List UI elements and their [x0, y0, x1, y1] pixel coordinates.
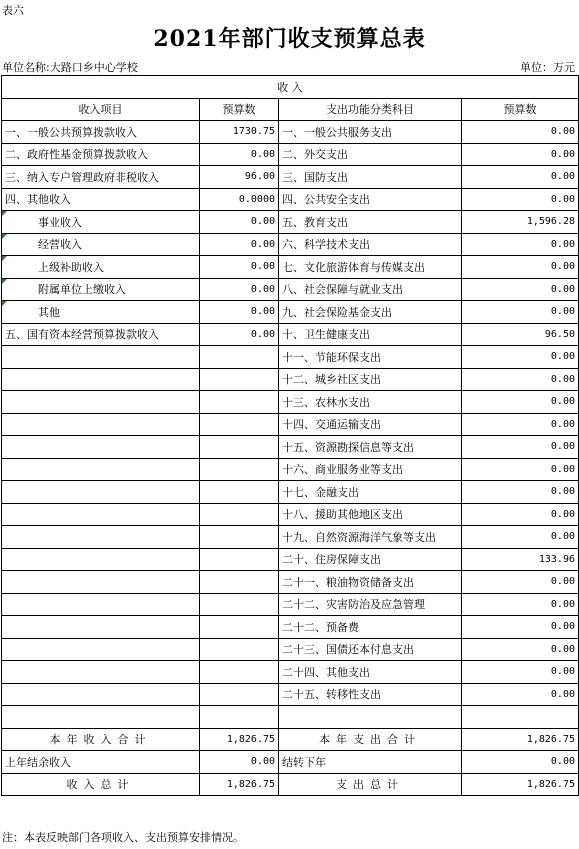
income-item — [2, 503, 200, 526]
income-amount — [200, 638, 279, 661]
income-item — [2, 436, 200, 459]
expense-amount: 0.00 — [462, 233, 579, 256]
income-item — [2, 346, 200, 369]
income-amount: 0.00 — [200, 233, 279, 256]
table-row — [2, 593, 579, 616]
income-item — [2, 391, 200, 414]
expense-item: 二十三、国债还本付息支出 — [279, 638, 462, 661]
income-item: 二、政府性基金预算拨款收入 — [2, 143, 200, 166]
income-item — [2, 661, 200, 684]
table-row — [2, 368, 579, 391]
header-expense-amount: 预算数 — [462, 98, 579, 121]
expense-amount: 0.00 — [462, 616, 579, 639]
income-amount: 0.00 — [200, 278, 279, 301]
income-amount: 0.00 — [200, 211, 279, 234]
expense-item: 三、国防支出 — [279, 166, 462, 189]
expense-item: 十七、金融支出 — [279, 481, 462, 504]
table-row — [2, 571, 579, 594]
income-amount — [200, 706, 279, 729]
expense-amount — [462, 706, 579, 729]
income-item — [2, 706, 200, 729]
expense-item: 二十二、预备费 — [279, 616, 462, 639]
income-item — [2, 413, 200, 436]
table-row — [2, 256, 579, 279]
table-row — [2, 301, 579, 324]
table-row — [2, 481, 579, 504]
table-row — [2, 211, 579, 234]
table-header-group-row — [2, 76, 579, 99]
income-item — [2, 638, 200, 661]
table-row — [2, 683, 579, 706]
table-row — [2, 143, 579, 166]
income-amount: 0.00 — [200, 301, 279, 324]
expense-item: 五、教育支出 — [279, 211, 462, 234]
table-number: 表六 — [2, 4, 24, 17]
expense-item: 十二、城乡社区支出 — [279, 368, 462, 391]
expense-item: 十一、节能环保支出 — [279, 346, 462, 369]
expense-amount: 0.00 — [462, 301, 579, 324]
table-row — [2, 706, 579, 729]
table-header-row — [2, 98, 579, 121]
expense-item: 十八、援助其他地区支出 — [279, 503, 462, 526]
expense-amount: 0.00 — [462, 143, 579, 166]
expense-item: 结转下年 — [279, 751, 462, 774]
table-row — [2, 323, 579, 346]
expense-amount: 0.00 — [462, 188, 579, 211]
expense-item: 十九、自然资源海洋气象等支出 — [279, 526, 462, 549]
expense-item: 二十四、其他支出 — [279, 661, 462, 684]
income-amount — [200, 683, 279, 706]
expense-amount: 0.00 — [462, 256, 579, 279]
unit-label: 单位：万元 — [520, 61, 575, 74]
income-item — [2, 481, 200, 504]
expense-amount: 0.00 — [462, 391, 579, 414]
income-amount — [200, 503, 279, 526]
header-expense-item: 支出功能分类科目 — [279, 98, 462, 121]
table-row — [2, 391, 579, 414]
income-item: 其他 — [2, 301, 200, 324]
income-amount — [200, 616, 279, 639]
summary-row — [2, 751, 579, 774]
table-row — [2, 458, 579, 481]
table-row — [2, 413, 579, 436]
header-income-amount: 预算数 — [200, 98, 279, 121]
expense-amount: 0.00 — [462, 413, 579, 436]
expense-item: 八、社会保障与就业支出 — [279, 278, 462, 301]
income-amount: 0.00 — [200, 143, 279, 166]
table-row — [2, 503, 579, 526]
income-amount: 0.0000 — [200, 188, 279, 211]
expense-amount: 0.00 — [462, 503, 579, 526]
expense-amount: 1,596.28 — [462, 211, 579, 234]
income-item — [2, 368, 200, 391]
income-amount — [200, 368, 279, 391]
income-amount: 1,826.75 — [200, 773, 279, 796]
income-item: 附属单位上缴收入 — [2, 278, 200, 301]
expense-amount: 0.00 — [462, 751, 579, 774]
expense-item: 六、科学技术支出 — [279, 233, 462, 256]
income-amount — [200, 436, 279, 459]
expense-amount: 0.00 — [462, 683, 579, 706]
expense-item: 十三、农林水支出 — [279, 391, 462, 414]
income-amount — [200, 391, 279, 414]
table-row — [2, 616, 579, 639]
expense-item: 十五、资源勘探信息等支出 — [279, 436, 462, 459]
expense-item: 本年支出合计 — [279, 728, 462, 751]
summary-row — [2, 773, 579, 796]
income-item — [2, 683, 200, 706]
expense-item: 九、社会保险基金支出 — [279, 301, 462, 324]
budget-table-body — [2, 76, 579, 796]
expense-amount: 0.00 — [462, 571, 579, 594]
page-title: 2021年部门收支预算总表 — [153, 26, 426, 52]
summary-row — [2, 728, 579, 751]
income-amount: 96.00 — [200, 166, 279, 189]
expense-item: 支出总计 — [279, 773, 462, 796]
expense-item: 十、卫生健康支出 — [279, 323, 462, 346]
income-item: 事业收入 — [2, 211, 200, 234]
income-item — [2, 616, 200, 639]
income-amount — [200, 458, 279, 481]
income-item: 五、国有资本经营预算拨款收入 — [2, 323, 200, 346]
expense-amount: 0.00 — [462, 368, 579, 391]
income-item: 上年结余收入 — [2, 751, 200, 774]
expense-amount: 133.96 — [462, 548, 579, 571]
table-row — [2, 278, 579, 301]
income-amount — [200, 346, 279, 369]
expense-amount: 0.00 — [462, 346, 579, 369]
unit-name: 单位名称:大路口乡中心学校 — [2, 61, 138, 74]
table-row — [2, 121, 579, 144]
expense-amount: 1,826.75 — [462, 773, 579, 796]
income-amount — [200, 571, 279, 594]
expense-amount: 0.00 — [462, 436, 579, 459]
table-row — [2, 346, 579, 369]
income-amount — [200, 481, 279, 504]
table-row — [2, 436, 579, 459]
income-amount — [200, 413, 279, 436]
income-amount: 1,826.75 — [200, 728, 279, 751]
expense-amount: 0.00 — [462, 638, 579, 661]
income-item: 四、其他收入 — [2, 188, 200, 211]
expense-amount: 0.00 — [462, 481, 579, 504]
expense-item: 十六、商业服务业等支出 — [279, 458, 462, 481]
income-item: 一、一般公共预算拨款收入 — [2, 121, 200, 144]
expense-item: 一、一般公共服务支出 — [279, 121, 462, 144]
expense-item — [279, 706, 462, 729]
table-row — [2, 661, 579, 684]
table-row — [2, 188, 579, 211]
income-item — [2, 571, 200, 594]
table-row — [2, 548, 579, 571]
income-item — [2, 593, 200, 616]
expense-item: 七、文化旅游体育与传媒支出 — [279, 256, 462, 279]
expense-item: 二、外交支出 — [279, 143, 462, 166]
header-income-item: 收入项目 — [2, 98, 200, 121]
expense-amount: 0.00 — [462, 661, 579, 684]
expense-item: 二十二、灾害防治及应急管理 — [279, 593, 462, 616]
income-item: 收入总计 — [2, 773, 200, 796]
table-row — [2, 233, 579, 256]
income-item: 经营收入 — [2, 233, 200, 256]
footnote: 注：本表反映部门各项收入、支出预算安排情况。 — [2, 831, 244, 844]
expense-item: 二十、住房保障支出 — [279, 548, 462, 571]
expense-amount: 0.00 — [462, 121, 579, 144]
table-row — [2, 166, 579, 189]
expense-amount: 0.00 — [462, 526, 579, 549]
table-row — [2, 638, 579, 661]
budget-table — [1, 75, 579, 796]
expense-amount: 0.00 — [462, 166, 579, 189]
expense-amount: 96.50 — [462, 323, 579, 346]
income-amount: 1730.75 — [200, 121, 279, 144]
income-amount — [200, 661, 279, 684]
expense-item: 十四、交通运输支出 — [279, 413, 462, 436]
income-amount — [200, 593, 279, 616]
expense-item: 四、公共安全支出 — [279, 188, 462, 211]
income-amount — [200, 548, 279, 571]
table-row — [2, 526, 579, 549]
income-item: 三、纳入专户管理政府非税收入 — [2, 166, 200, 189]
income-item: 上级补助收入 — [2, 256, 200, 279]
income-item — [2, 458, 200, 481]
expense-amount: 0.00 — [462, 458, 579, 481]
expense-amount: 0.00 — [462, 278, 579, 301]
income-item — [2, 526, 200, 549]
income-amount: 0.00 — [200, 751, 279, 774]
expense-amount: 1,826.75 — [462, 728, 579, 751]
income-amount: 0.00 — [200, 323, 279, 346]
expense-item: 二十一、粮油物资储备支出 — [279, 571, 462, 594]
expense-item: 二十五、转移性支出 — [279, 683, 462, 706]
income-amount: 0.00 — [200, 256, 279, 279]
expense-amount: 0.00 — [462, 593, 579, 616]
income-amount — [200, 526, 279, 549]
income-item: 本年收入合计 — [2, 728, 200, 751]
header-group: 收 入 — [2, 76, 579, 99]
income-item — [2, 548, 200, 571]
